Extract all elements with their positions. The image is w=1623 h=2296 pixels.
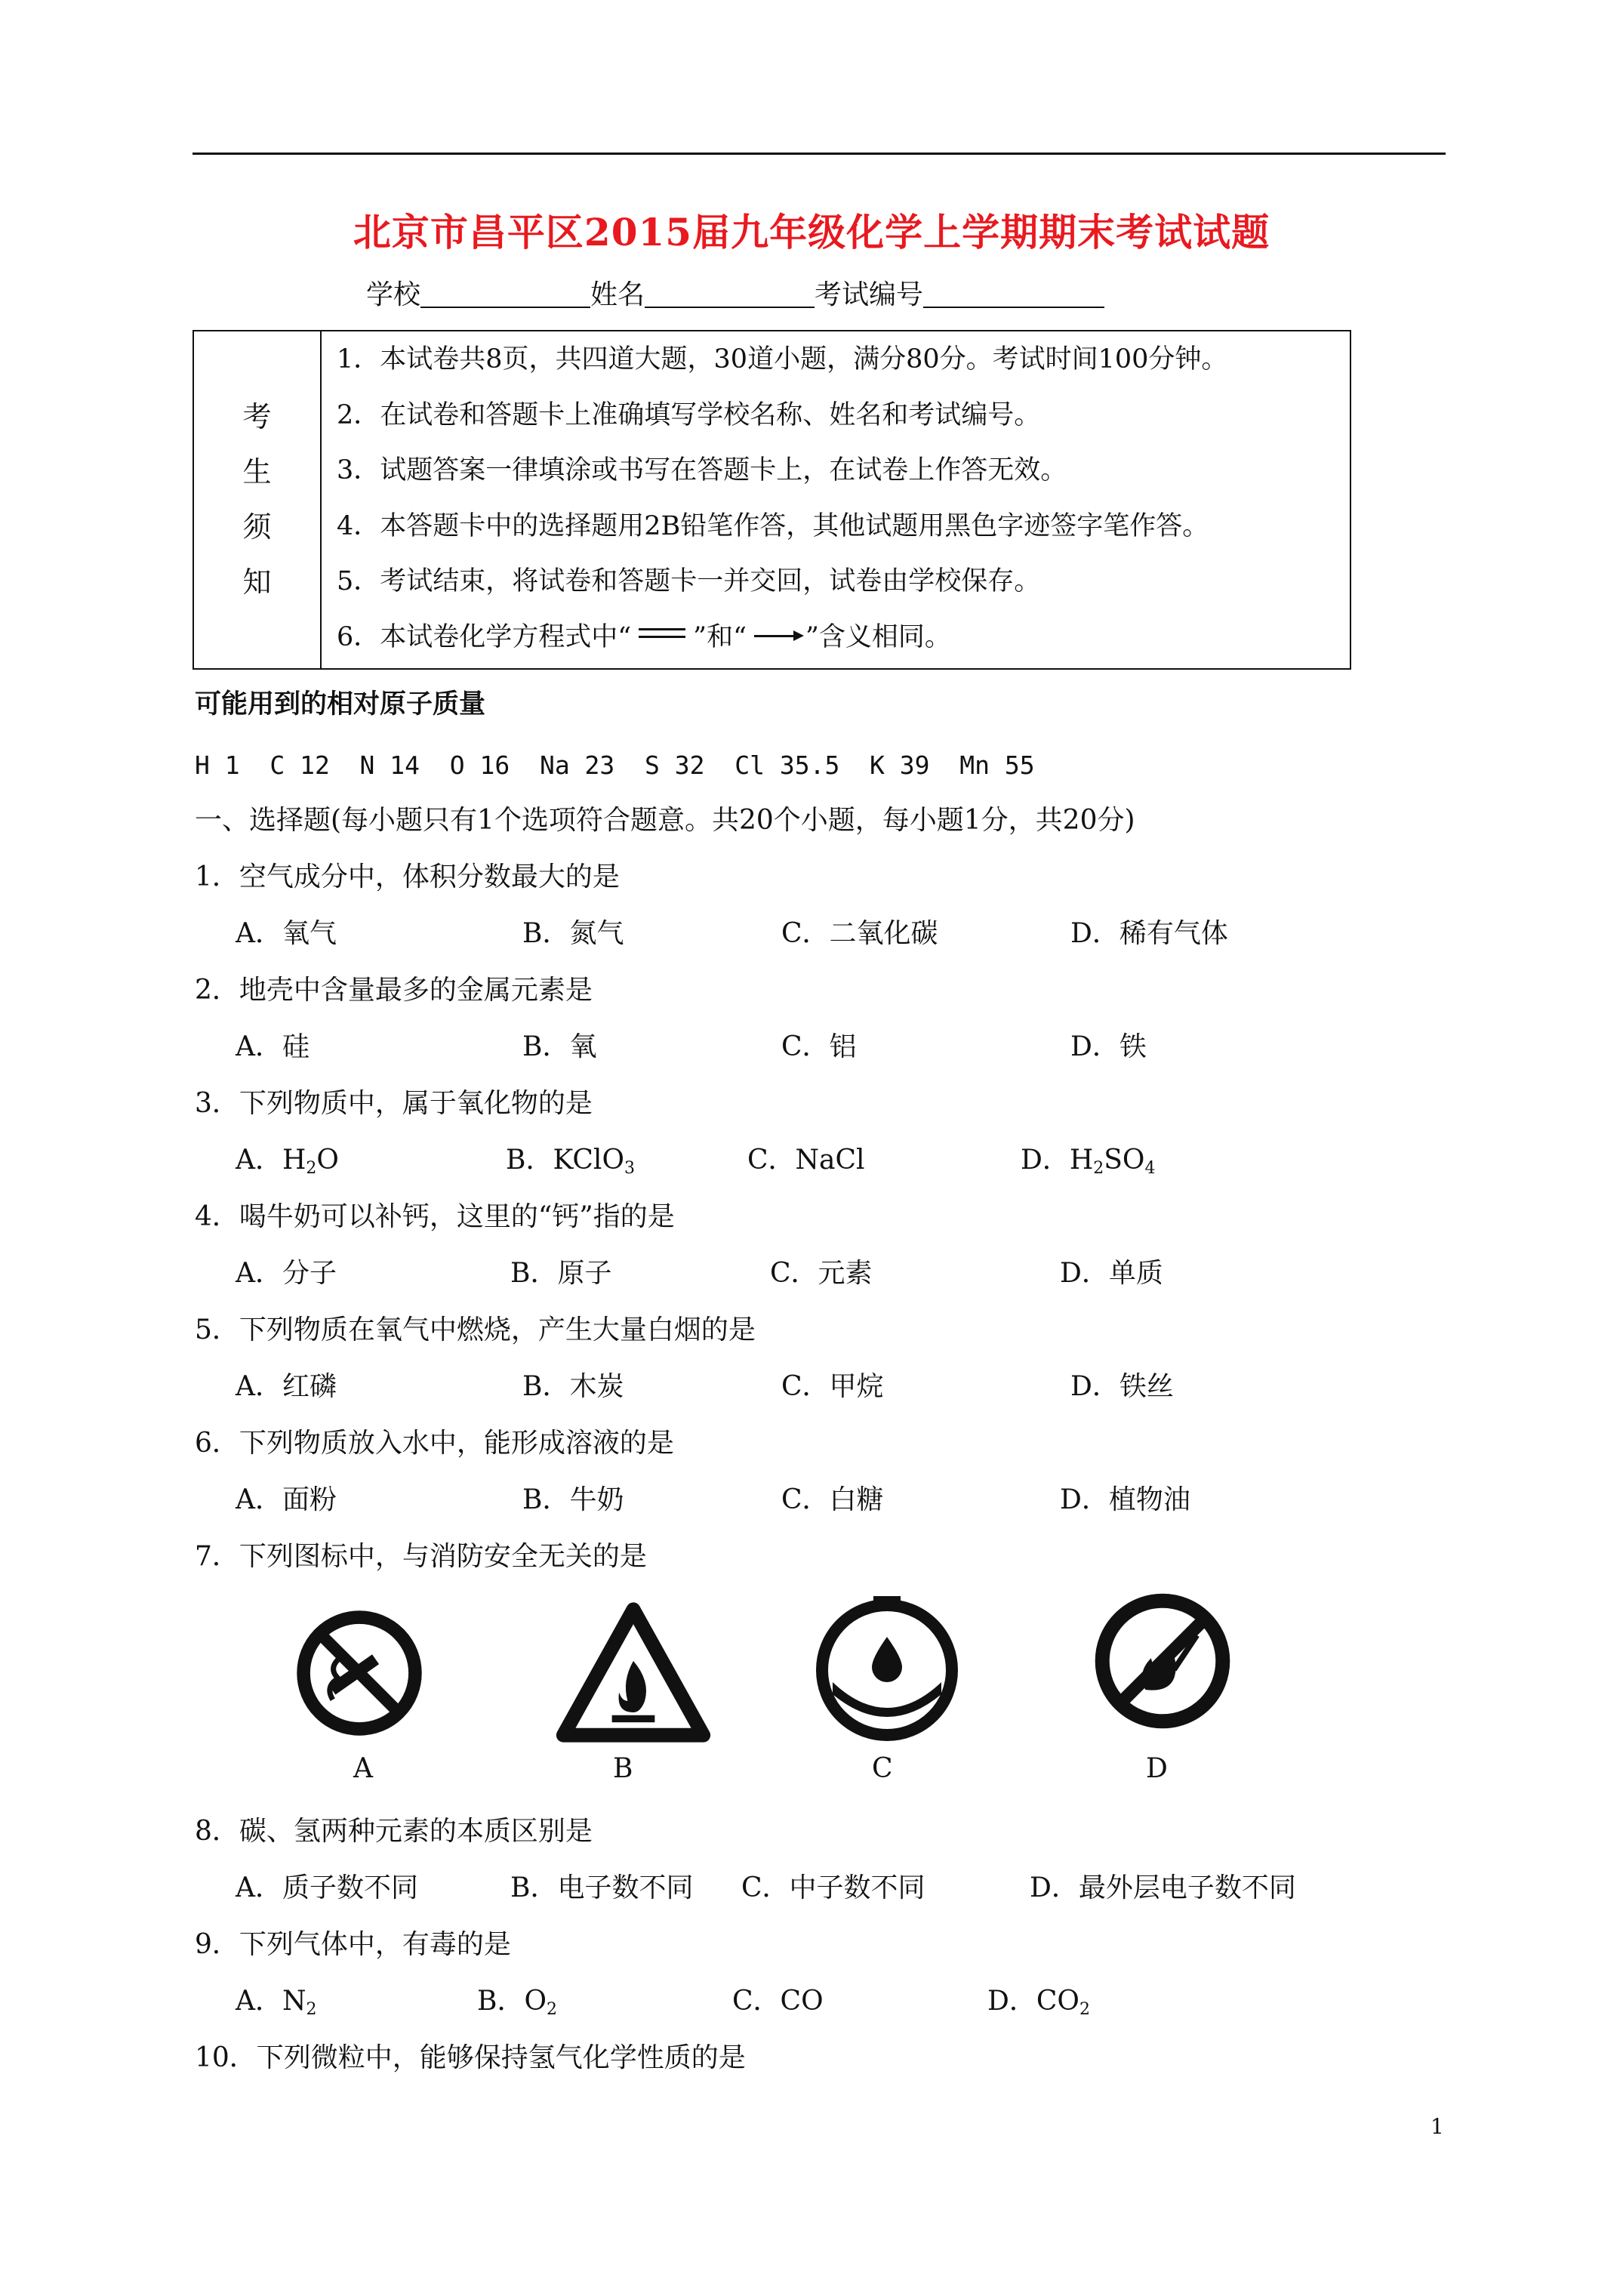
- question-stem: 6．下列物质放入水中，能形成溶液的是: [195, 1428, 674, 1459]
- option: D．单质: [1060, 1258, 1163, 1289]
- option: B．KClO$_3$: [506, 1145, 635, 1178]
- sign-label: A: [353, 1753, 373, 1784]
- option: B．氧: [522, 1031, 597, 1062]
- option: A．$N_2$: [236, 1986, 317, 2019]
- exam-no-blank: [923, 279, 1104, 308]
- option: D．最外层电子数不同: [1030, 1872, 1296, 1903]
- option: B．牛奶: [522, 1484, 624, 1515]
- option: C．甲烷: [781, 1371, 884, 1402]
- question-stem: 3．下列物质中，属于氧化物的是: [195, 1088, 593, 1119]
- option: D．稀有气体: [1070, 918, 1228, 949]
- question-stem: 10．下列微粒中，能够保持氢气化学性质的是: [195, 2042, 746, 2073]
- option: A．红磷: [236, 1371, 337, 1402]
- atomic-mass-list: H 1 C 12 N 14 O 16 Na 23 S 32 Cl 35.5 K 39 Mn 55: [195, 750, 1035, 780]
- option: C．CO: [732, 1986, 824, 2017]
- option: C．NaCl: [747, 1145, 865, 1176]
- option: A．面粉: [236, 1484, 337, 1515]
- option: B．木炭: [522, 1371, 624, 1402]
- sign-label: B: [613, 1753, 633, 1784]
- school-label: 学校: [366, 279, 421, 310]
- page-number: 1: [1431, 2114, 1444, 2139]
- option: C．中子数不同: [741, 1872, 925, 1903]
- option: A．硅: [236, 1031, 310, 1062]
- student-info-fields: [366, 273, 1104, 312]
- option: D．$CO_2$: [987, 1986, 1090, 2019]
- sign-label: C: [872, 1753, 893, 1784]
- page-title: 北京市昌平区2015届九年级化学上学期期末考试试题: [353, 210, 1270, 254]
- option: B．电子数不同: [510, 1872, 694, 1903]
- notice-item: 2．在试卷和答题卡上准确填写学校名称、姓名和考试编号。: [337, 399, 1041, 430]
- question-stem: 4．喝牛奶可以补钙，这里的“钙”指的是: [195, 1201, 675, 1232]
- exam-no-label: 考试编号: [815, 279, 924, 310]
- option: D．铁丝: [1070, 1371, 1174, 1402]
- option: A．分子: [236, 1258, 337, 1289]
- option: B．$O_2$: [477, 1986, 557, 2019]
- double-equals-sign-icon: [639, 628, 685, 638]
- water-saving-sign-icon: [812, 1592, 962, 1743]
- option: C．元素: [770, 1258, 873, 1289]
- notice-items: [321, 331, 1350, 669]
- option: C．铝: [781, 1031, 857, 1062]
- question-stem: 2．地壳中含量最多的金属元素是: [195, 975, 593, 1006]
- header-rule: [192, 153, 1446, 155]
- option: A．氧气: [236, 918, 337, 949]
- notice-heading: 考 生 须 知: [193, 331, 321, 669]
- question-stem: 9．下列气体中，有毒的是: [195, 1929, 511, 1960]
- name-label: 姓名: [590, 279, 645, 310]
- option: A．质子数不同: [236, 1872, 418, 1903]
- right-arrow-icon: [754, 635, 801, 637]
- no-smoking-sign-icon: [293, 1607, 426, 1740]
- option: C．二氧化碳: [781, 918, 938, 949]
- exam-notice-table: [192, 330, 1351, 670]
- option: B．原子: [510, 1258, 612, 1289]
- question-stem: 5．下列物质在氧气中燃烧，产生大量白烟的是: [195, 1314, 756, 1345]
- option: A．$H_2O$: [236, 1145, 339, 1178]
- section-heading: 一、选择题(每小题只有1个选项符合题意。共20个小题，每小题1分，共20分): [195, 805, 1135, 836]
- notice-item: 1．本试卷共8页，共四道大题，30道小题，满分80分。考试时间100分钟。: [337, 344, 1228, 374]
- notice-item: 5．考试结束，将试卷和答题卡一并交回，试卷由学校保存。: [337, 566, 1041, 596]
- school-blank: [420, 279, 590, 308]
- sign-label: D: [1146, 1753, 1168, 1784]
- name-blank: [645, 279, 815, 308]
- notice-item: 4．本答题卡中的选择题用2B铅笔作答，其他试题用黑色字迹签字笔作答。: [337, 510, 1209, 541]
- question-stem: 7．下列图标中，与消防安全无关的是: [195, 1541, 647, 1572]
- question-stem: 1．空气成分中，体积分数最大的是: [195, 861, 620, 892]
- flammable-warning-sign-icon: [555, 1601, 712, 1744]
- no-open-flame-sign-icon: [1091, 1589, 1234, 1733]
- option: D．铁: [1070, 1031, 1147, 1062]
- option: B．氮气: [522, 918, 624, 949]
- atomic-mass-heading: 可能用到的相对原子质量: [195, 689, 486, 720]
- option: D．植物油: [1060, 1484, 1190, 1515]
- option: C．白糖: [781, 1484, 884, 1515]
- notice-item: 6．本试卷化学方程式中“ ”和“ ”含义相同。: [337, 621, 951, 652]
- notice-item: 3．试题答案一律填涂或书写在答题卡上，在试卷上作答无效。: [337, 455, 1067, 485]
- question-stem: 8．碳、氢两种元素的本质区别是: [195, 1816, 593, 1847]
- option: D．$H_2SO_4$: [1021, 1145, 1156, 1178]
